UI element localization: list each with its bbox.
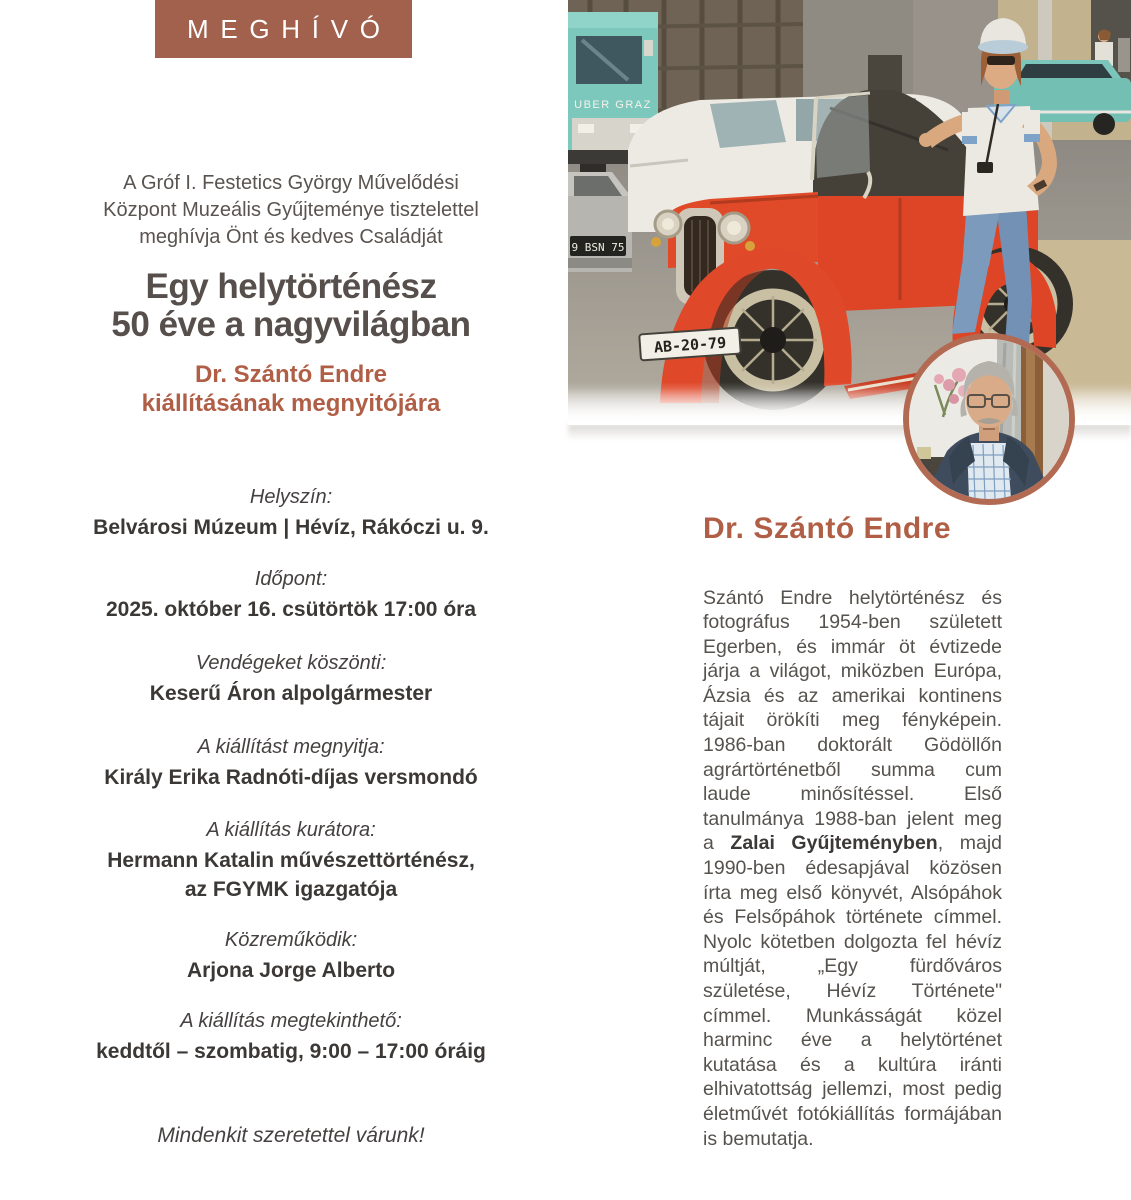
section-label: A kiállítás megtekinthető: <box>180 1010 402 1032</box>
title-line: 50 éve a nagyvilágban <box>111 305 471 344</box>
bio-text: Szántó Endre helytörténész és fotográfus 1954-ben született Egerben, és immár öt évtizede járja a világot, miközben Európa, Ázsia és az amerikai kontinens tájait örökíti meg fényképein. 1986-ban doktorált Gödöllőn agrártörténetből summa cum laude minősítéssel. Első tanulmánya 1988-ban jelent meg a <box>703 586 1002 855</box>
section-datetime <box>38 568 544 624</box>
background-license-plate: 9 BSN 75 <box>571 241 625 254</box>
subtitle-line: Dr. Szántó Endre <box>194 361 388 388</box>
section-label: A kiállítást megnyitja: <box>197 736 385 758</box>
section-label: Időpont: <box>254 568 328 590</box>
profile-bio <box>703 586 1002 1152</box>
truck-text: UBER GRAZ <box>574 99 652 111</box>
title-line: Egy helytörténész <box>145 267 437 306</box>
section-value: Arjona Jorge Alberto <box>186 959 396 982</box>
section-opening-hours <box>38 1010 544 1066</box>
section-value: keddtől – szombatig, 9:00 – 17:00 óráig <box>96 1040 486 1063</box>
intro-text <box>38 170 544 251</box>
section-greeter <box>38 652 544 708</box>
banner-label: MEGHÍVÓ <box>186 13 392 44</box>
intro-line: A Gróf I. Festetics György Művelődési <box>123 172 459 194</box>
section-curator <box>38 819 544 904</box>
meghivo-banner <box>155 0 412 58</box>
section-label: A kiállítás kurátora: <box>206 819 376 841</box>
section-value: Hermann Katalin művészettörténész, <box>107 849 475 872</box>
section-value: Király Erika Radnóti-díjas versmondó <box>104 766 478 789</box>
profile-heading: Dr. Szántó Endre <box>703 512 952 545</box>
section-value: Belvárosi Múzeum | Hévíz, Rákóczi u. 9. <box>93 516 489 539</box>
exhibition-subtitle <box>38 360 544 418</box>
section-contributor <box>38 929 544 985</box>
subtitle-line: kiállításának megnyitójára <box>141 390 441 417</box>
intro-line: Központ Muzeális Gyűjteménye tisztelettel <box>103 199 479 221</box>
closing-line: Mindenkit szeretettel várunk! <box>157 1124 425 1147</box>
portrait-photo <box>903 333 1075 505</box>
section-value: az FGYMK igazgatója <box>184 878 398 901</box>
section-opener <box>38 736 544 792</box>
section-label: Közreműködik: <box>224 929 358 951</box>
svg-text:AB-20-79: AB-20-79 <box>653 333 727 357</box>
portrait-illustration <box>909 339 1069 499</box>
bio-bold-text: Zalai Gyűjteményben <box>730 832 938 855</box>
car-license-plate <box>639 328 741 361</box>
section-venue <box>38 486 544 542</box>
intro-line: meghívja Önt és kedves Családját <box>139 226 443 248</box>
section-value: 2025. október 16. csütörtök 17:00 óra <box>106 598 476 621</box>
section-label: Vendégeket köszönti: <box>195 652 387 674</box>
exhibition-title <box>38 268 544 344</box>
section-label: Helyszín: <box>249 486 333 508</box>
section-value: Keserű Áron alpolgármester <box>149 682 433 705</box>
grey-car <box>568 172 632 272</box>
bio-text: , majd 1990-ben édesapjával közösen írta meg első könyvét, Alsópáhok és Felsőpáhok története címmel. Nyolc kötetben dolgozta fel hévíz múltját, „Egy fürdőváros születése, Hévíz Története" címmel. Munkásságát közel harminc éve a helytörténet kutatása és a kultúra iránti elhivatottság jellemzi, most pedig életművét fotókiállítás formájában is bemutatja. <box>703 832 1002 1150</box>
